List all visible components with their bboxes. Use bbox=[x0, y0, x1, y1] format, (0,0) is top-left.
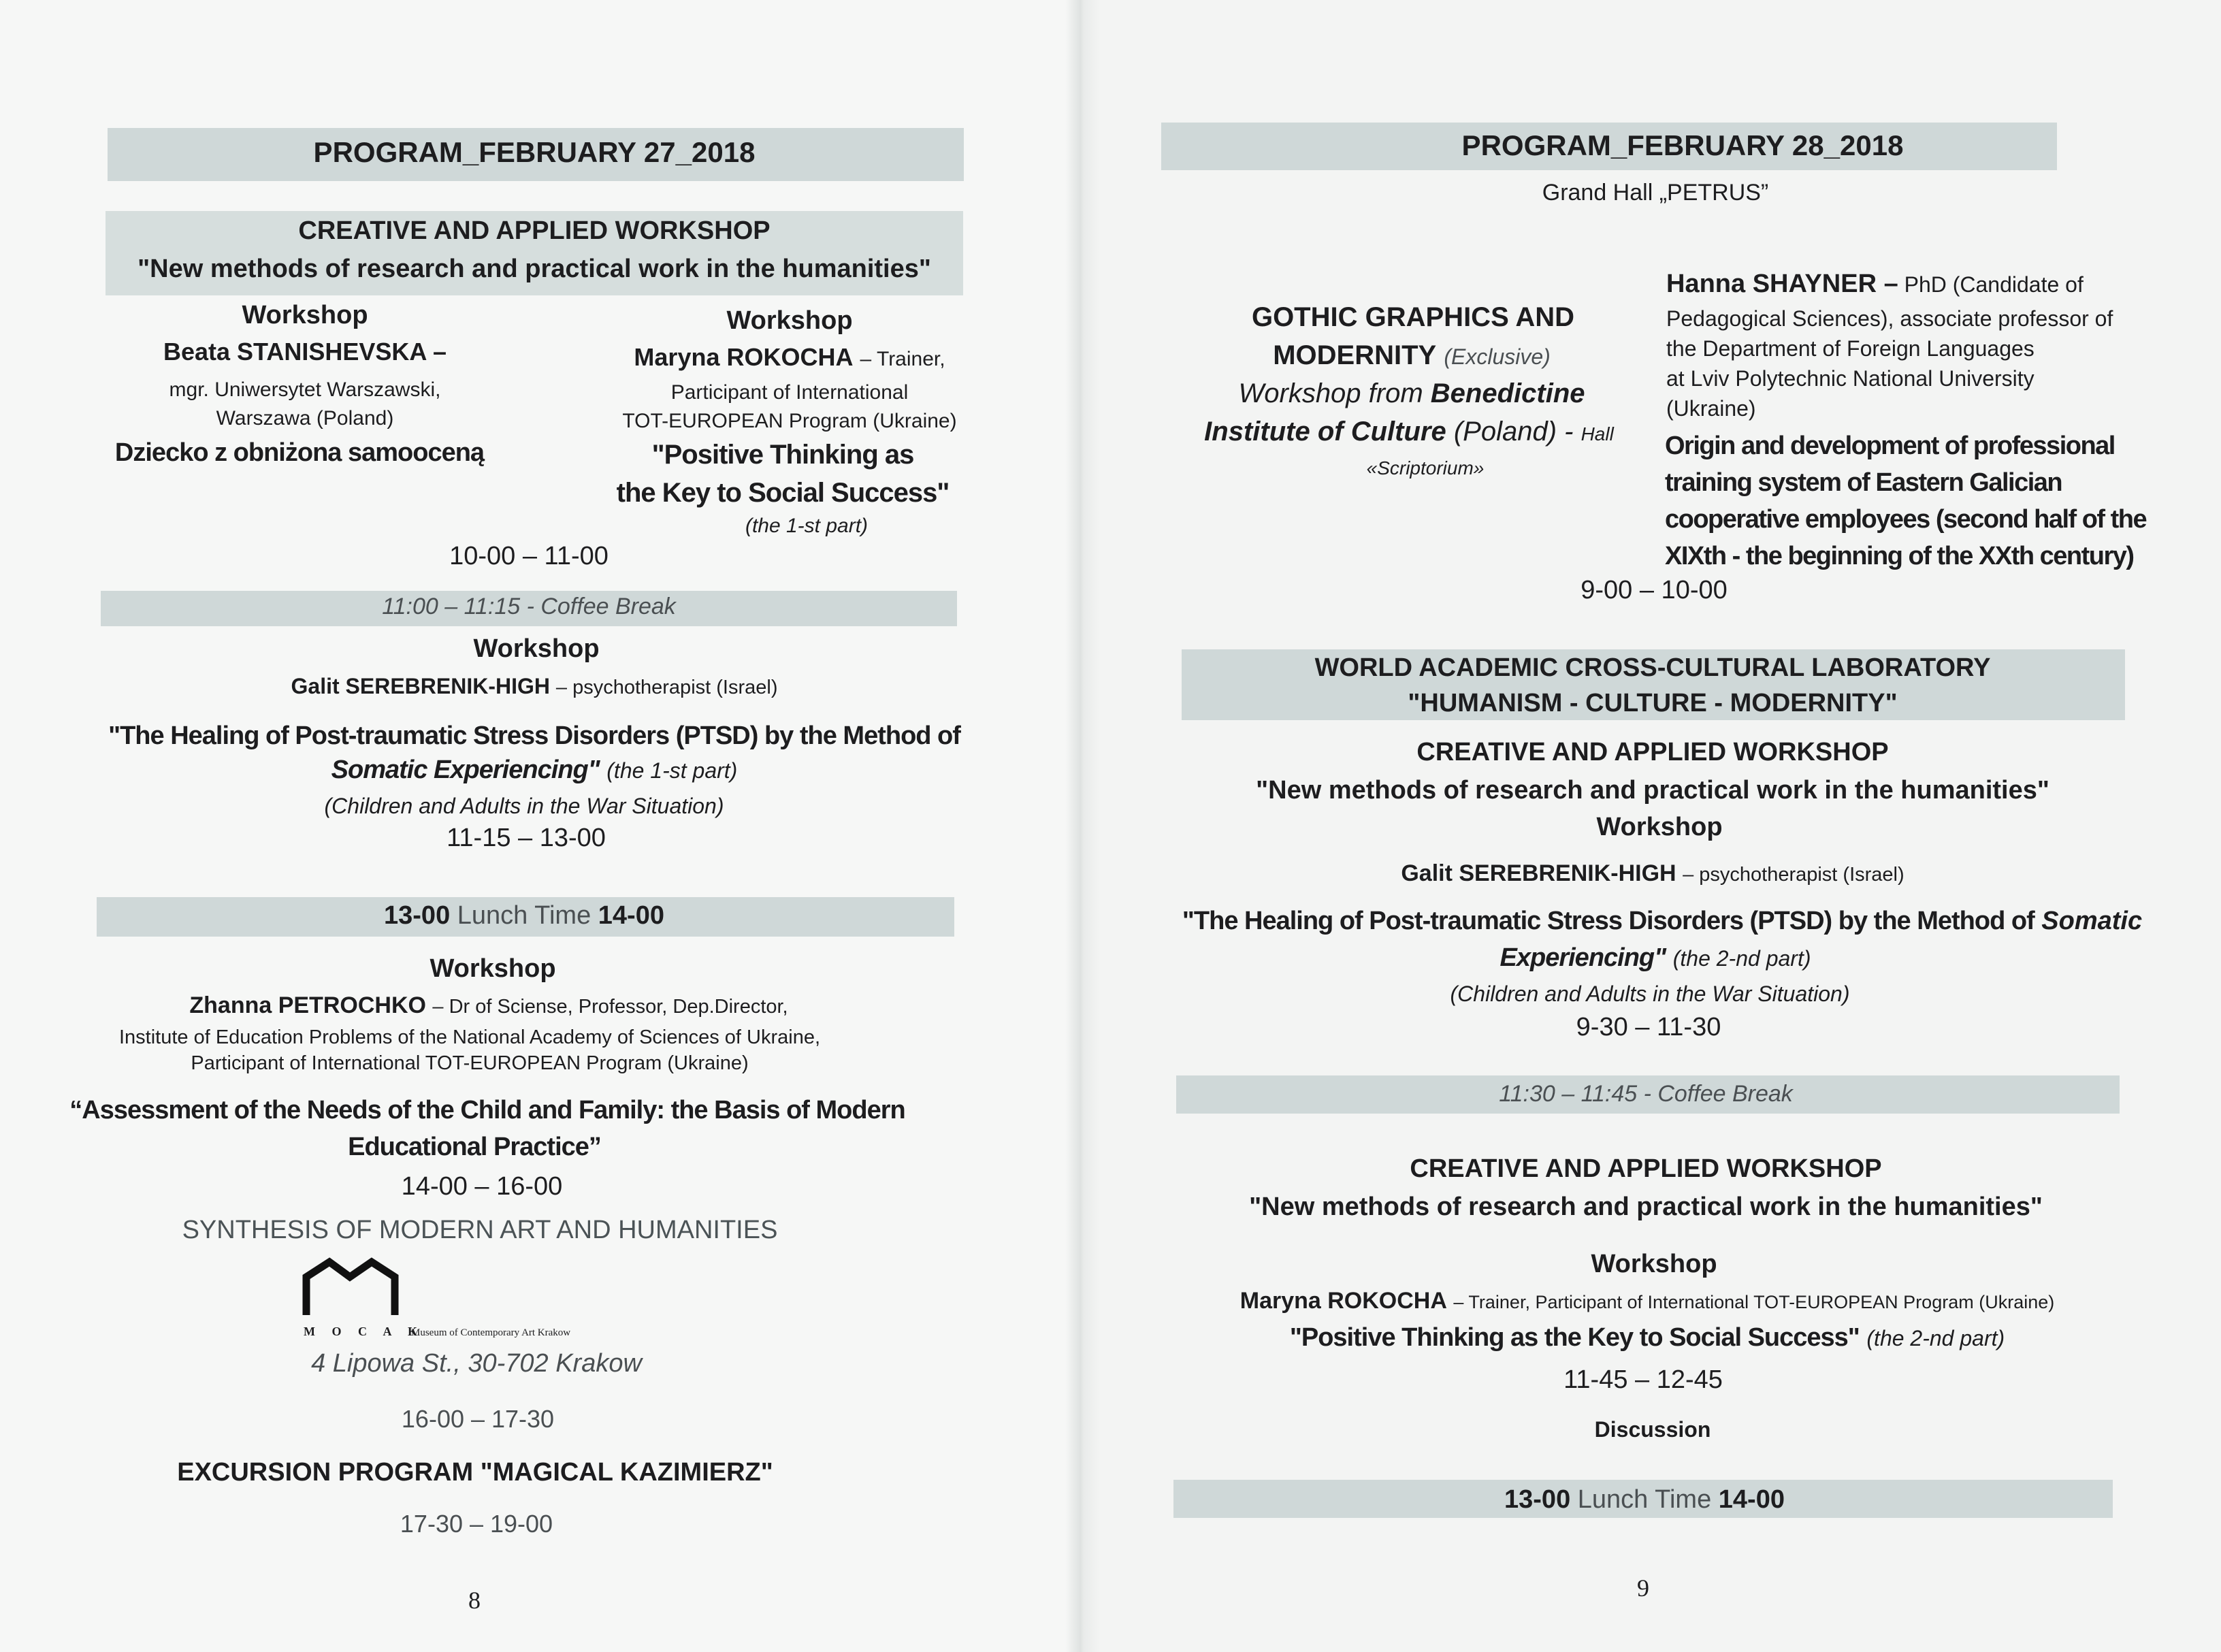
workshop-origin: Workshop from Benedictine bbox=[1238, 378, 1585, 408]
workshop-subtitle: "New methods of research and practical work in the humanities" bbox=[1256, 776, 2049, 805]
workshop-label: Workshop bbox=[473, 634, 600, 663]
page-number: 9 bbox=[1637, 1574, 1649, 1602]
workshop-label: Workshop bbox=[726, 306, 853, 335]
page-number: 8 bbox=[468, 1587, 481, 1614]
workshop-topic: "The Healing of Post-traumatic Stress Disorders (PTSD) by the Method of bbox=[108, 722, 960, 750]
presenter-role: Participant of International bbox=[670, 381, 909, 404]
section-heading: SYNTHESIS OF MODERN ART AND HUMANITIES bbox=[182, 1216, 778, 1244]
audience-note: (Children and Adults in the War Situation) bbox=[1450, 982, 1850, 1006]
workshop-heading: CREATIVE AND APPLIED WORKSHOP bbox=[1416, 738, 1889, 766]
hall-name: «Scriptorium» bbox=[1366, 457, 1485, 479]
presenter-name: Maryna ROKOCHA – Trainer, Participant of International TOT-EUROPEAN Program (Ukraine) bbox=[1239, 1288, 2055, 1314]
presenter-name: Maryna ROKOCHA – Trainer, bbox=[634, 343, 945, 371]
presenter-name: Hanna SHAYNER – PhD (Candidate of bbox=[1666, 270, 2084, 298]
workshop-label: Workshop bbox=[1596, 813, 1723, 841]
workshop-topic: cooperative employees (second half of the bbox=[1665, 505, 2147, 534]
workshop-label: Workshop bbox=[429, 954, 556, 983]
presenter-affiliation: at Lviv Polytechnic National University bbox=[1666, 366, 2034, 391]
venue-hall: Grand Hall „PETRUS” bbox=[1542, 180, 1769, 206]
workshop-topic: “Assessment of the Needs of the Child and Family: the Basis of Modern bbox=[69, 1096, 905, 1124]
workshop-topic: Dziecko z obniżona samooceną bbox=[114, 438, 485, 467]
presenter-role: TOT-EUROPEAN Program (Ukraine) bbox=[622, 410, 957, 432]
lab-subtitle: "HUMANISM - CULTURE - MODERNITY" bbox=[1408, 689, 1898, 717]
page-title: PROGRAM_FEBRUARY 28_2018 bbox=[1461, 129, 1904, 161]
lab-title: WORLD ACADEMIC CROSS-CULTURAL LABORATORY bbox=[1314, 653, 1991, 682]
session-time: 9-00 – 10-00 bbox=[1580, 576, 1728, 604]
mocak-museum-name: Museum of Contemporary Art Krakow bbox=[411, 1327, 571, 1338]
session-time: 14-00 – 16-00 bbox=[401, 1172, 563, 1201]
lunch-time: 13-00 Lunch Time 14-00 bbox=[384, 901, 664, 930]
presenter-name: Zhanna PETROCHKO – Dr of Sciense, Professor, Dep.Director, bbox=[189, 992, 788, 1018]
session-time: 9-30 – 11-30 bbox=[1576, 1013, 1721, 1041]
session-time: 16-00 – 17-30 bbox=[401, 1405, 555, 1433]
mocak-logo-letters: M O C A K bbox=[304, 1325, 425, 1338]
workshop-subtitle: "New methods of research and practical work in the humanities" bbox=[1249, 1193, 2043, 1221]
presenter-affiliation: the Department of Foreign Languages bbox=[1666, 336, 2034, 361]
presenter-name: Galit SEREBRENIK-HIGH – psychotherapist (Israel) bbox=[291, 674, 778, 698]
session-time: 11-15 – 13-00 bbox=[447, 824, 606, 852]
workshop-topic: XIXth - the beginning of the XXth century) bbox=[1665, 542, 2134, 570]
presenter-affiliation: Institute of Education Problems of the National Academy of Sciences of Ukraine, bbox=[118, 1026, 821, 1048]
coffee-break: 11:30 – 11:45 - Coffee Break bbox=[1499, 1081, 1793, 1107]
presenter-affiliation: Pedagogical Sciences), associate professor of bbox=[1666, 306, 2113, 331]
session-time: 10-00 – 11-00 bbox=[449, 542, 609, 570]
mocak-logo-icon bbox=[302, 1257, 399, 1316]
presenter-name: Galit SEREBRENIK-HIGH – psychotherapist (Israel) bbox=[1401, 860, 1904, 886]
venue-address: 4 Lipowa St., 30-702 Krakow bbox=[311, 1349, 642, 1378]
page-fold bbox=[1065, 0, 1099, 1652]
workshop-topic: Somatic Experiencing" (the 1-st part) bbox=[331, 756, 738, 784]
page-title: PROGRAM_FEBRUARY 27_2018 bbox=[313, 136, 756, 168]
audience-note: (Children and Adults in the War Situation) bbox=[324, 794, 724, 818]
workshop-topic: "Positive Thinking as the Key to Social Success" (the 2-nd part) bbox=[1289, 1323, 2005, 1352]
workshop-topic: training system of Eastern Galician bbox=[1665, 468, 2062, 497]
section-heading: EXCURSION PROGRAM "MAGICAL KAZIMIERZ" bbox=[177, 1458, 773, 1487]
workshop-title: MODERNITY (Exclusive) bbox=[1273, 340, 1551, 370]
workshop-origin: Institute of Culture (Poland) - Hall bbox=[1204, 417, 1614, 447]
workshop-label: Workshop bbox=[1591, 1250, 1717, 1278]
workshop-topic: "The Healing of Post-traumatic Stress Disorders (PTSD) by the Method of Somatic bbox=[1182, 907, 2143, 935]
workshop-topic: "Positive Thinking as bbox=[651, 440, 914, 470]
workshop-topic: Experiencing" (the 2-nd part) bbox=[1499, 943, 1811, 972]
workshop-subtitle: "New methods of research and practical work in the humanities" bbox=[137, 255, 931, 283]
workshop-topic: Origin and development of professional bbox=[1665, 432, 2115, 460]
workshop-heading: CREATIVE AND APPLIED WORKSHOP bbox=[1410, 1154, 1882, 1183]
discussion-label: Discussion bbox=[1594, 1417, 1711, 1442]
workshop-topic: Educational Practice” bbox=[348, 1133, 601, 1161]
lunch-time: 13-00 Lunch Time 14-00 bbox=[1504, 1485, 1785, 1514]
presenter-affiliation: Warszawa (Poland) bbox=[216, 407, 394, 430]
workshop-title: GOTHIC GRAPHICS AND bbox=[1251, 302, 1575, 332]
session-time: 17-30 – 19-00 bbox=[400, 1510, 553, 1538]
workshop-heading: CREATIVE AND APPLIED WORKSHOP bbox=[298, 216, 771, 245]
session-time: 11-45 – 12-45 bbox=[1563, 1365, 1723, 1394]
coffee-break: 11:00 – 11:15 - Coffee Break bbox=[382, 594, 676, 619]
workshop-label: Workshop bbox=[242, 301, 368, 329]
part-note: (the 1-st part) bbox=[745, 515, 869, 537]
presenter-name: Beata STANISHEVSKA – bbox=[163, 338, 447, 366]
presenter-affiliation: (Ukraine) bbox=[1666, 396, 1756, 421]
presenter-affiliation: Participant of International TOT-EUROPEAN Program (Ukraine) bbox=[191, 1052, 749, 1074]
presenter-affiliation: mgr. Uniwersytet Warszawski, bbox=[169, 378, 441, 401]
workshop-topic: the Key to Social Success" bbox=[616, 478, 950, 508]
